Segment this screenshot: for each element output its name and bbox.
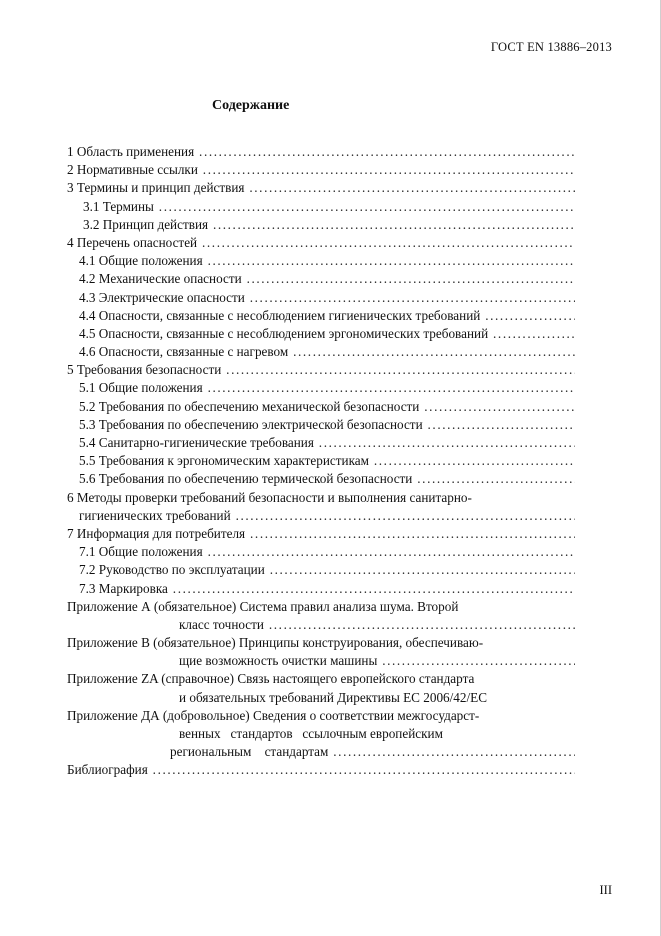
toc-entry[interactable]: 3 Термины и принцип действия ..... bbox=[67, 179, 575, 197]
toc-entry-continuation[interactable]: гигиенических требований ..... bbox=[67, 507, 575, 525]
toc-entry[interactable]: 2 Нормативные ссылки ..... bbox=[67, 161, 575, 179]
toc-entry[interactable]: 7.1 Общие положения ..... bbox=[67, 543, 575, 561]
toc-entry[interactable]: 5.6 Требования по обеспечению термической безопасности ..... bbox=[67, 470, 575, 488]
table-of-contents bbox=[67, 143, 575, 780]
toc-entry[interactable]: Приложение ZA (справочное) Связь настоящего европейского стандарта bbox=[67, 671, 475, 687]
toc-entry[interactable]: 4.1 Общие положения ..... bbox=[67, 252, 575, 270]
toc-entry[interactable]: 7.3 Маркировка ..... bbox=[67, 580, 575, 598]
toc-entry-continuation[interactable]: и обязательных требований Директивы ЕС 2006/42/ЕС bbox=[179, 689, 488, 705]
toc-entry[interactable]: 5.3 Требования по обеспечению электрической безопасности ..... bbox=[67, 416, 575, 434]
toc-entry[interactable]: 5.2 Требования по обеспечению механической безопасности ..... bbox=[67, 398, 575, 416]
toc-entry[interactable]: 5.4 Санитарно-гигиенические требования ..... bbox=[67, 434, 575, 452]
toc-entry-continuation[interactable]: класс точности ..... bbox=[67, 616, 575, 634]
standard-code: ГОСТ EN 13886–2013 bbox=[490, 40, 612, 54]
toc-entry[interactable]: 3.1 Термины ..... bbox=[67, 198, 575, 216]
toc-entry[interactable]: Приложение В (обязательное) Принципы конструирования, обеспечиваю- bbox=[67, 635, 484, 651]
toc-entry[interactable]: 4.4 Опасности, связанные с несоблюдением гигиенических требований ..... bbox=[67, 307, 575, 325]
toc-entry[interactable]: 5.5 Требования к эргономическим характеристикам ..... bbox=[67, 452, 575, 470]
toc-entry[interactable]: 1 Область применения ..... bbox=[67, 143, 575, 161]
toc-entry[interactable]: 4.2 Механические опасности ..... bbox=[67, 270, 575, 288]
toc-entry[interactable]: Библиография ..... bbox=[67, 761, 575, 779]
toc-entry[interactable]: 3.2 Принцип действия ..... bbox=[67, 216, 575, 234]
toc-entry[interactable]: 6 Методы проверки требований безопасности и выполнения санитарно- bbox=[67, 489, 472, 505]
toc-entry[interactable]: 5 Требования безопасности ..... bbox=[67, 361, 575, 379]
toc-entry-continuation[interactable]: щие возможность очистки машины ..... bbox=[67, 652, 575, 670]
toc-entry-continuation[interactable]: региональным стандартам ..... bbox=[67, 743, 575, 761]
toc-entry[interactable]: 7 Информация для потребителя ..... bbox=[67, 525, 575, 543]
toc-entry[interactable]: Приложение А (обязательное) Система правил анализа шума. Второй bbox=[67, 598, 459, 614]
toc-entry[interactable]: 4.5 Опасности, связанные с несоблюдением эргономических требований ..... bbox=[67, 325, 575, 343]
toc-entry[interactable]: 4 Перечень опасностей ..... bbox=[67, 234, 575, 252]
toc-entry[interactable]: 5.1 Общие положения ..... bbox=[67, 379, 575, 397]
toc-entry-continuation[interactable]: венных стандартов ссылочным европейским bbox=[179, 726, 443, 741]
toc-entry[interactable]: Приложение ДА (добровольное) Сведения о соответствии межгосударст- bbox=[67, 707, 480, 723]
toc-heading: Содержание bbox=[212, 98, 290, 113]
toc-entry[interactable]: 4.3 Электрические опасности ..... bbox=[67, 289, 575, 307]
toc-entry[interactable]: 7.2 Руководство по эксплуатации ..... bbox=[67, 561, 575, 579]
toc-entry[interactable]: 4.6 Опасности, связанные с нагревом ..... bbox=[67, 343, 575, 361]
page-number: III bbox=[599, 883, 612, 897]
